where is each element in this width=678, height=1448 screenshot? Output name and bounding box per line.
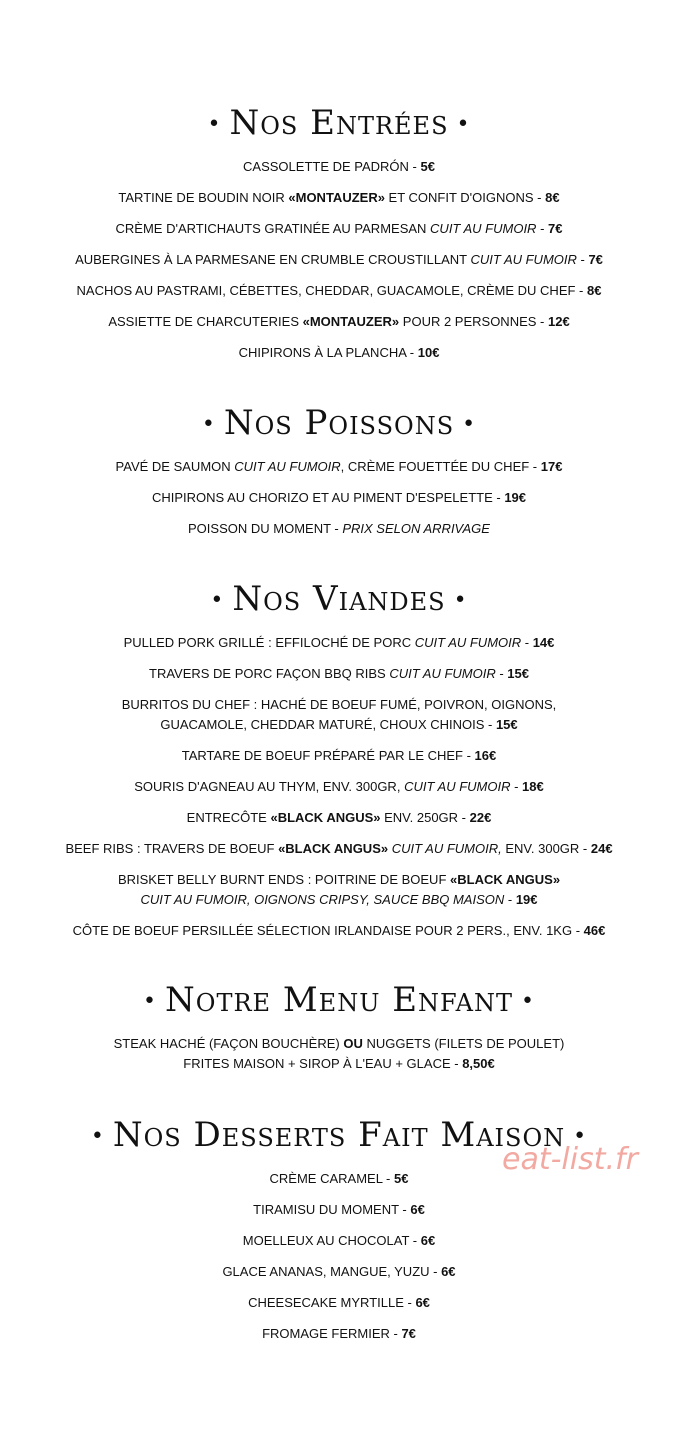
item-text: MOELLEUX AU CHOCOLAT -	[242, 1233, 421, 1248]
section-menu-enfant	[0, 980, 678, 1073]
item-emphasis: 15€	[495, 717, 518, 732]
item-text: -	[510, 779, 523, 794]
item-text: TARTINE DE BOUDIN NOIR	[118, 190, 289, 205]
item-note: CUIT AU FUMOIR	[404, 779, 511, 794]
menu-item	[0, 634, 678, 652]
item-text: FRITES MAISON + SIROP À L'EAU + GLACE -	[183, 1056, 463, 1071]
item-text: POUR 2 PERSONNES -	[399, 314, 548, 329]
item-text: BRISKET BELLY BURNT ENDS : POITRINE DE BOEUF	[117, 872, 451, 887]
item-emphasis: 6€	[420, 1233, 436, 1248]
item-note: CUIT AU FUMOIR	[414, 635, 522, 650]
section-title: • Nos Poissons •	[201, 403, 477, 443]
menu-item	[0, 809, 678, 827]
item-text: STEAK HACHÉ (FAÇON BOUCHÈRE)	[113, 1036, 344, 1051]
item-emphasis: 46€	[583, 923, 606, 938]
item-note: CUIT AU FUMOIR	[234, 459, 341, 474]
item-text: CRÈME D'ARTICHAUTS GRATINÉE AU PARMESAN	[115, 221, 431, 236]
item-text: , CRÈME FOUETTÉE DU CHEF -	[340, 459, 541, 474]
item-emphasis: 7€	[401, 1326, 416, 1341]
menu-item	[0, 189, 678, 207]
menu-item	[0, 1201, 678, 1219]
item-text: -	[495, 666, 508, 681]
section-title: • Nos Viandes •	[210, 579, 468, 619]
item-emphasis: 15€	[507, 666, 529, 681]
item-text: CHIPIRONS À LA PLANCHA -	[238, 345, 418, 360]
item-emphasis: «MONTAUZER»	[288, 190, 385, 205]
menu-item	[0, 696, 678, 714]
item-emphasis: 6€	[441, 1264, 456, 1279]
item-text: AUBERGINES À LA PARMESANE EN CRUMBLE CROUSTILLANT	[75, 252, 471, 267]
item-text: BURRITOS DU CHEF : HACHÉ DE BOEUF FUMÉ, POIVRON, OIGNONS,	[121, 697, 557, 712]
menu-item	[0, 1263, 678, 1281]
menu-item	[0, 778, 678, 796]
menu-item	[0, 1035, 678, 1053]
item-text: TRAVERS DE PORC FAÇON BBQ RIBS	[149, 666, 390, 681]
item-emphasis: 19€	[504, 490, 527, 505]
item-emphasis: 14€	[532, 635, 555, 650]
item-emphasis: 24€	[590, 841, 613, 856]
item-text: POISSON DU MOMENT -	[188, 521, 343, 536]
item-text: PAVÉ DE SAUMON	[115, 459, 235, 474]
menu-item	[0, 220, 678, 238]
menu-item	[0, 716, 678, 734]
menu-item	[0, 251, 678, 269]
menu-item	[0, 922, 678, 940]
section-entrees	[0, 103, 678, 362]
item-text: CRÈME CARAMEL -	[269, 1171, 394, 1186]
menu-item	[0, 891, 678, 909]
item-text: GUACAMOLE, CHEDDAR MATURÉ, CHOUX CHINOIS -	[160, 717, 496, 732]
item-text: -	[536, 221, 549, 236]
menu-item	[0, 1232, 678, 1250]
item-text: -	[504, 892, 516, 907]
item-text: SOURIS D'AGNEAU AU THYM, ENV. 300GR,	[134, 779, 405, 794]
item-note: CUIT AU FUMOIR,	[391, 841, 502, 856]
item-emphasis: «MONTAUZER»	[302, 314, 400, 329]
item-text: GLACE ANANAS, MANGUE, YUZU -	[222, 1264, 442, 1279]
menu-item	[0, 871, 678, 889]
item-emphasis: «BLACK ANGUS»	[450, 872, 561, 887]
item-text: CHEESECAKE MYRTILLE -	[248, 1295, 416, 1310]
item-emphasis: 8,50€	[462, 1056, 495, 1071]
section-title: • Notre Menu Enfant •	[143, 980, 535, 1020]
item-text: ET CONFIT D'OIGNONS -	[384, 190, 546, 205]
item-note: PRIX SELON ARRIVAGE	[342, 521, 490, 536]
section-title: • Nos Desserts Fait Maison •	[90, 1115, 588, 1155]
item-emphasis: 5€	[420, 159, 435, 174]
item-emphasis: 12€	[547, 314, 570, 329]
item-text: BEEF RIBS : TRAVERS DE BOEUF	[65, 841, 279, 856]
item-emphasis: 18€	[522, 779, 544, 794]
item-text: -	[576, 252, 589, 267]
item-text: CASSOLETTE DE PADRÓN	[243, 159, 409, 174]
item-text: ENV. 250GR -	[380, 810, 470, 825]
menu-item	[0, 840, 678, 858]
menu-item	[0, 747, 678, 765]
menu-item	[0, 158, 678, 176]
item-text: ENTRECÔTE	[186, 810, 271, 825]
item-text: -	[521, 635, 533, 650]
item-emphasis: 5€	[394, 1171, 409, 1186]
section-poissons	[0, 403, 678, 538]
item-text: TIRAMISU DU MOMENT -	[253, 1202, 411, 1217]
item-emphasis: 19€	[515, 892, 538, 907]
watermark-logo: eat-list.fr	[502, 1142, 638, 1177]
menu-item	[0, 1325, 678, 1343]
item-emphasis: 22€	[469, 810, 492, 825]
menu-item	[0, 344, 678, 362]
item-emphasis: 7€	[588, 252, 603, 267]
section-title: • Nos Entrées •	[207, 103, 471, 143]
section-viandes	[0, 579, 678, 940]
item-text: NUGGETS (FILETS DE POULET)	[362, 1036, 565, 1051]
item-emphasis: 8€	[545, 190, 560, 205]
item-emphasis: «BLACK ANGUS»	[278, 841, 389, 856]
menu-item	[0, 665, 678, 683]
menu-item	[0, 1294, 678, 1312]
item-note: CUIT AU FUMOIR	[430, 221, 537, 236]
item-emphasis: «BLACK ANGUS»	[270, 810, 381, 825]
item-text: TARTARE DE BOEUF PRÉPARÉ PAR LE CHEF -	[181, 748, 475, 763]
item-text: -	[408, 159, 421, 174]
item-emphasis: 16€	[474, 748, 497, 763]
item-emphasis: 7€	[548, 221, 563, 236]
item-note: CUIT AU FUMOIR	[470, 252, 577, 267]
item-emphasis: 6€	[410, 1202, 425, 1217]
item-emphasis: 17€	[540, 459, 563, 474]
menu-item	[0, 458, 678, 476]
item-emphasis: 6€	[415, 1295, 430, 1310]
item-note: CUIT AU FUMOIR, OIGNONS CRIPSY, SAUCE BBQ MAISON	[140, 892, 505, 907]
item-note: CUIT AU FUMOIR	[389, 666, 496, 681]
item-text: NACHOS AU PASTRAMI, CÉBETTES, CHEDDAR, GUACAMOLE, CRÈME DU CHEF -	[76, 283, 587, 298]
item-text: CHIPIRONS AU CHORIZO ET AU PIMENT D'ESPELETTE -	[151, 490, 505, 505]
item-emphasis: 10€	[417, 345, 440, 360]
item-text: PULLED PORK GRILLÉ : EFFILOCHÉ DE PORC	[123, 635, 415, 650]
item-emphasis: 8€	[586, 283, 602, 298]
menu-item	[0, 520, 678, 538]
menu-item	[0, 489, 678, 507]
item-text: FROMAGE FERMIER -	[262, 1326, 402, 1341]
item-emphasis: OU	[343, 1036, 363, 1051]
menu-item	[0, 282, 678, 300]
item-text: ASSIETTE DE CHARCUTERIES	[108, 314, 303, 329]
item-text: CÔTE DE BOEUF PERSILLÉE SÉLECTION IRLANDAISE POUR 2 PERS., ENV. 1KG -	[72, 923, 584, 938]
menu-item	[0, 1055, 678, 1073]
menu-item	[0, 313, 678, 331]
item-text: ENV. 300GR -	[501, 841, 591, 856]
